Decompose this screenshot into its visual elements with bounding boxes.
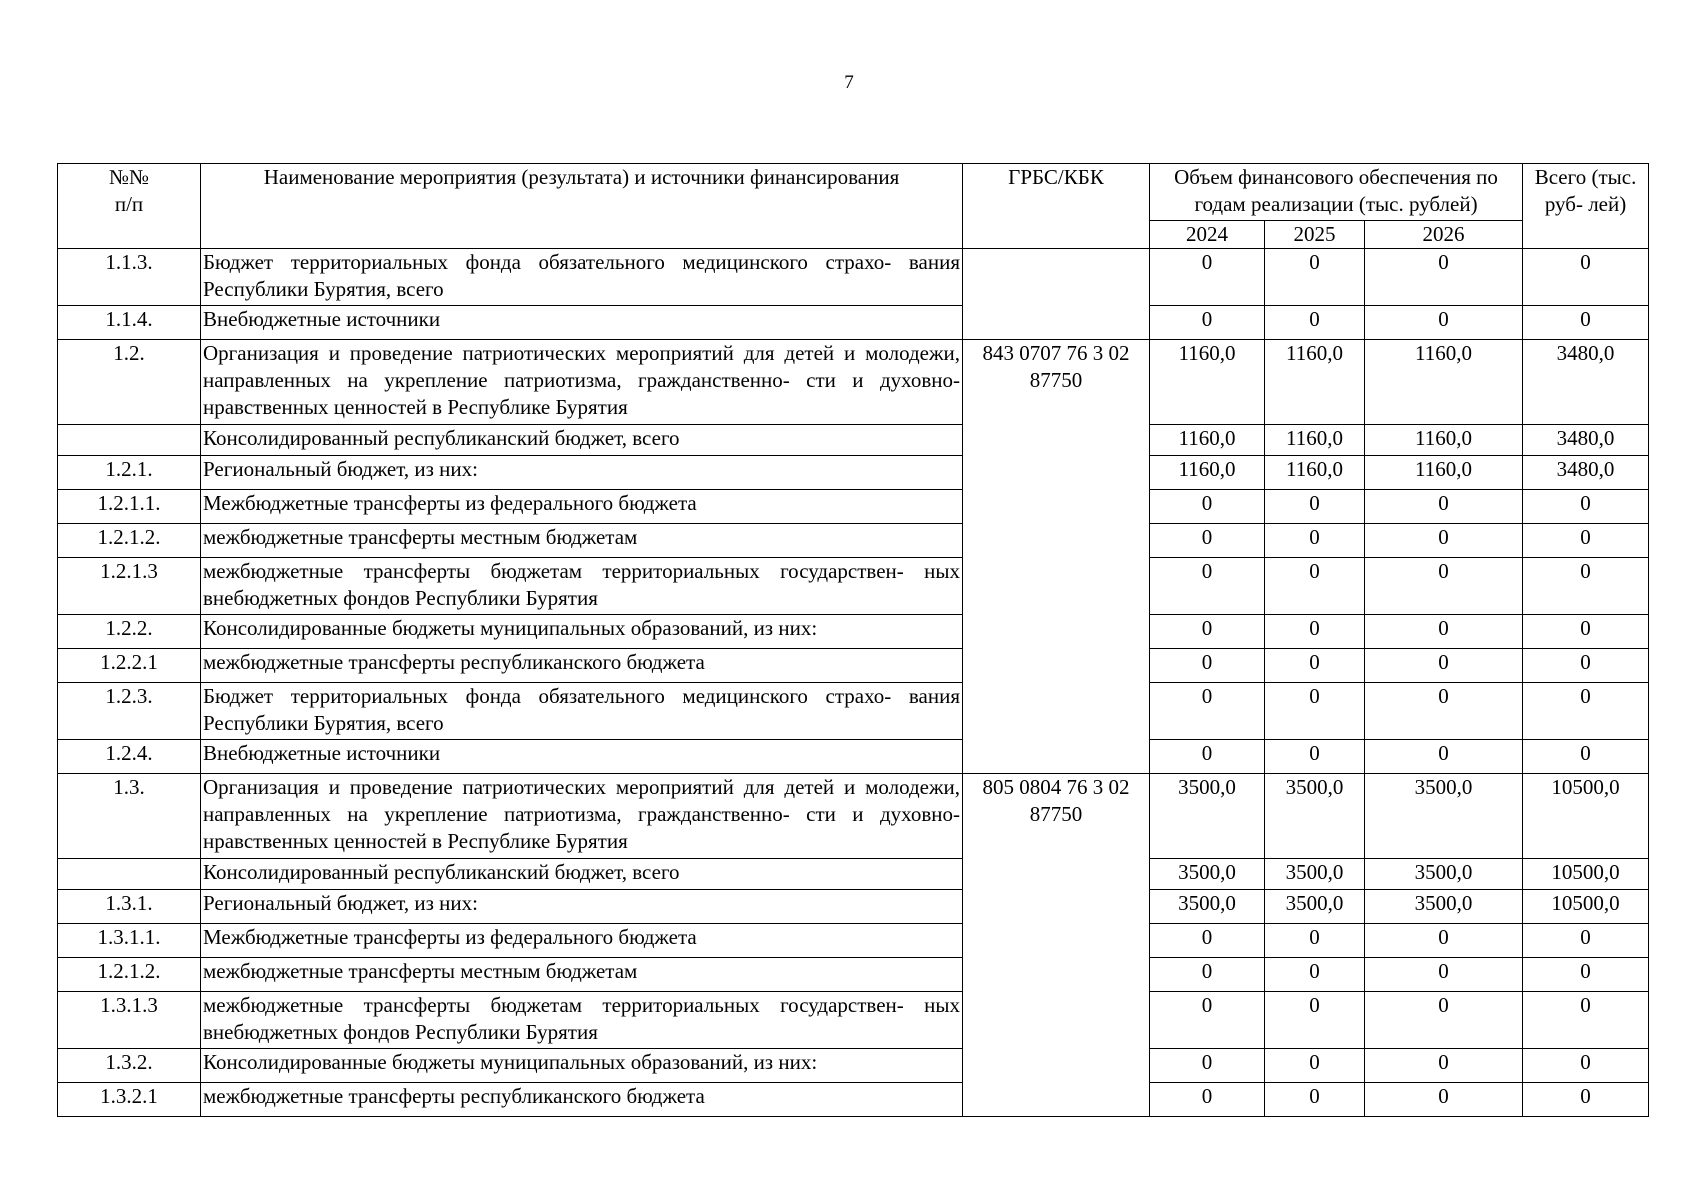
- value-2024: 1160,0: [1150, 456, 1265, 490]
- value-2024: 0: [1150, 924, 1265, 958]
- value-2025: 0: [1265, 490, 1365, 524]
- row-name: Организация и проведение патриотических мероприятий для детей и молодежи, направленных на укрепление патриотизма, гражданственно- сти и духовно-нравственных ценностей в Республике Бурятия: [201, 774, 963, 859]
- value-2025: 0: [1265, 558, 1365, 615]
- table-row: [58, 249, 1649, 306]
- row-number: 1.3.2.: [58, 1049, 201, 1083]
- table-row: [58, 425, 1649, 456]
- table-row: [58, 649, 1649, 683]
- row-number: 1.2.1.2.: [58, 958, 201, 992]
- value-2024: 0: [1150, 740, 1265, 774]
- value-2024: 0: [1150, 306, 1265, 340]
- row-name: межбюджетные трансферты бюджетам территориальных государствен- ных внебюджетных фондов Республики Бурятия: [201, 558, 963, 615]
- value-total: 0: [1523, 649, 1649, 683]
- header-name: Наименование мероприятия (результата) и источники финансирования: [201, 164, 963, 249]
- value-total: 0: [1523, 615, 1649, 649]
- header-year-2025: 2025: [1265, 221, 1365, 249]
- value-total: 0: [1523, 524, 1649, 558]
- row-name: Консолидированные бюджеты муниципальных образований, из них:: [201, 1049, 963, 1083]
- row-number: [58, 425, 201, 456]
- row-number: 1.2.3.: [58, 683, 201, 740]
- table-row: [58, 740, 1649, 774]
- header-kbk: ГРБС/КБК: [963, 164, 1150, 249]
- value-2025: 3500,0: [1265, 859, 1365, 890]
- value-2025: 1160,0: [1265, 456, 1365, 490]
- value-2025: 0: [1265, 649, 1365, 683]
- table-row: [58, 306, 1649, 340]
- row-name: межбюджетные трансферты бюджетам территориальных государствен- ных внебюджетных фондов Республики Бурятия: [201, 992, 963, 1049]
- table-row: [58, 1049, 1649, 1083]
- financing-table: [57, 163, 1649, 1117]
- row-number: 1.2.4.: [58, 740, 201, 774]
- value-total: 0: [1523, 490, 1649, 524]
- value-2026: 0: [1365, 249, 1523, 306]
- row-name: Консолидированные бюджеты муниципальных образований, из них:: [201, 615, 963, 649]
- row-name: Консолидированный республиканский бюджет, всего: [201, 425, 963, 456]
- value-2026: 0: [1365, 524, 1523, 558]
- row-name: Региональный бюджет, из них:: [201, 890, 963, 924]
- value-2026: 0: [1365, 958, 1523, 992]
- row-number: 1.3.: [58, 774, 201, 859]
- value-2025: 0: [1265, 740, 1365, 774]
- table-row: [58, 774, 1649, 859]
- value-2024: 3500,0: [1150, 859, 1265, 890]
- value-2025: 3500,0: [1265, 774, 1365, 859]
- row-kbk: 805 0804 76 3 02 87750: [963, 774, 1150, 1117]
- row-name: межбюджетные трансферты местным бюджетам: [201, 524, 963, 558]
- value-2024: 0: [1150, 490, 1265, 524]
- row-number: 1.2.2.1: [58, 649, 201, 683]
- value-2026: 1160,0: [1365, 340, 1523, 425]
- value-2024: 0: [1150, 958, 1265, 992]
- table-row: [58, 1083, 1649, 1117]
- value-2026: 0: [1365, 649, 1523, 683]
- value-2025: 0: [1265, 615, 1365, 649]
- value-2026: 0: [1365, 1083, 1523, 1117]
- header-year-2026: 2026: [1365, 221, 1523, 249]
- value-2026: 0: [1365, 683, 1523, 740]
- value-total: 0: [1523, 306, 1649, 340]
- value-2025: 0: [1265, 524, 1365, 558]
- value-total: 0: [1523, 558, 1649, 615]
- value-2024: 1160,0: [1150, 340, 1265, 425]
- value-2026: 0: [1365, 615, 1523, 649]
- value-total: 10500,0: [1523, 774, 1649, 859]
- row-name: межбюджетные трансферты местным бюджетам: [201, 958, 963, 992]
- value-2025: 0: [1265, 1049, 1365, 1083]
- value-2025: 0: [1265, 992, 1365, 1049]
- row-name: Бюджет территориальных фонда обязательного медицинского страхо- вания Республики Бурятия, всего: [201, 249, 963, 306]
- row-name: Внебюджетные источники: [201, 306, 963, 340]
- table-row: [58, 456, 1649, 490]
- row-number: 1.1.4.: [58, 306, 201, 340]
- header-volume: Объем финансового обеспечения по годам реализации (тыс. рублей): [1150, 164, 1523, 221]
- value-total: 3480,0: [1523, 456, 1649, 490]
- value-2026: 0: [1365, 1049, 1523, 1083]
- table-row: [58, 558, 1649, 615]
- row-number: [58, 859, 201, 890]
- value-total: 0: [1523, 249, 1649, 306]
- row-number: 1.3.2.1: [58, 1083, 201, 1117]
- row-number: 1.2.: [58, 340, 201, 425]
- value-2026: 3500,0: [1365, 859, 1523, 890]
- table-row: [58, 524, 1649, 558]
- value-2024: 0: [1150, 649, 1265, 683]
- value-2026: 1160,0: [1365, 425, 1523, 456]
- row-name: Консолидированный республиканский бюджет, всего: [201, 859, 963, 890]
- value-2024: 0: [1150, 249, 1265, 306]
- value-2026: 0: [1365, 924, 1523, 958]
- value-2026: 3500,0: [1365, 774, 1523, 859]
- row-number: 1.3.1.3: [58, 992, 201, 1049]
- value-2024: 3500,0: [1150, 890, 1265, 924]
- value-2026: 0: [1365, 992, 1523, 1049]
- value-2025: 0: [1265, 249, 1365, 306]
- value-total: 3480,0: [1523, 340, 1649, 425]
- value-2024: 0: [1150, 615, 1265, 649]
- row-name: межбюджетные трансферты республиканского бюджета: [201, 649, 963, 683]
- table-row: [58, 683, 1649, 740]
- table-row: [58, 859, 1649, 890]
- row-name: Региональный бюджет, из них:: [201, 456, 963, 490]
- row-number: 1.2.2.: [58, 615, 201, 649]
- value-2025: 1160,0: [1265, 425, 1365, 456]
- value-2026: 1160,0: [1365, 456, 1523, 490]
- row-name: межбюджетные трансферты республиканского бюджета: [201, 1083, 963, 1117]
- value-total: 0: [1523, 924, 1649, 958]
- value-total: 3480,0: [1523, 425, 1649, 456]
- value-total: 0: [1523, 740, 1649, 774]
- value-total: 0: [1523, 683, 1649, 740]
- value-total: 0: [1523, 992, 1649, 1049]
- table-row: [58, 958, 1649, 992]
- row-number: 1.3.1.: [58, 890, 201, 924]
- header-year-2024: 2024: [1150, 221, 1265, 249]
- value-2024: 0: [1150, 683, 1265, 740]
- row-number: 1.2.1.: [58, 456, 201, 490]
- value-2024: 0: [1150, 524, 1265, 558]
- value-2026: 0: [1365, 306, 1523, 340]
- page-number: 7: [844, 72, 854, 93]
- table-row: [58, 340, 1649, 425]
- value-2026: 3500,0: [1365, 890, 1523, 924]
- value-2026: 0: [1365, 490, 1523, 524]
- header-num: №№ п/п: [58, 164, 201, 249]
- value-2024: 0: [1150, 992, 1265, 1049]
- value-2025: 1160,0: [1265, 340, 1365, 425]
- row-name: Бюджет территориальных фонда обязательного медицинского страхо- вания Республики Бурятия, всего: [201, 683, 963, 740]
- row-number: 1.2.1.3: [58, 558, 201, 615]
- header-total: Всего (тыс. руб- лей): [1523, 164, 1649, 249]
- value-2025: 0: [1265, 1083, 1365, 1117]
- row-name: Межбюджетные трансферты из федерального бюджета: [201, 924, 963, 958]
- value-2024: 0: [1150, 1083, 1265, 1117]
- row-number: 1.3.1.1.: [58, 924, 201, 958]
- value-2025: 0: [1265, 306, 1365, 340]
- value-total: 0: [1523, 958, 1649, 992]
- value-2024: 1160,0: [1150, 425, 1265, 456]
- value-total: 10500,0: [1523, 890, 1649, 924]
- value-2025: 0: [1265, 683, 1365, 740]
- value-2026: 0: [1365, 740, 1523, 774]
- table-row: [58, 890, 1649, 924]
- table-row: [58, 992, 1649, 1049]
- row-number: 1.2.1.1.: [58, 490, 201, 524]
- row-number: 1.1.3.: [58, 249, 201, 306]
- row-name: Организация и проведение патриотических мероприятий для детей и молодежи, направленных на укрепление патриотизма, гражданственно- сти и духовно-нравственных ценностей в Республике Бурятия: [201, 340, 963, 425]
- row-name: Внебюджетные источники: [201, 740, 963, 774]
- table-row: [58, 615, 1649, 649]
- value-total: 0: [1523, 1049, 1649, 1083]
- value-2025: 0: [1265, 958, 1365, 992]
- value-2026: 0: [1365, 558, 1523, 615]
- value-2024: 3500,0: [1150, 774, 1265, 859]
- value-2025: 0: [1265, 924, 1365, 958]
- value-2025: 3500,0: [1265, 890, 1365, 924]
- value-total: 10500,0: [1523, 859, 1649, 890]
- value-2024: 0: [1150, 558, 1265, 615]
- value-total: 0: [1523, 1083, 1649, 1117]
- table-row: [58, 924, 1649, 958]
- row-kbk: 843 0707 76 3 02 87750: [963, 340, 1150, 774]
- table-row: [58, 490, 1649, 524]
- row-name: Межбюджетные трансферты из федерального бюджета: [201, 490, 963, 524]
- row-kbk: [963, 249, 1150, 340]
- value-2024: 0: [1150, 1049, 1265, 1083]
- row-number: 1.2.1.2.: [58, 524, 201, 558]
